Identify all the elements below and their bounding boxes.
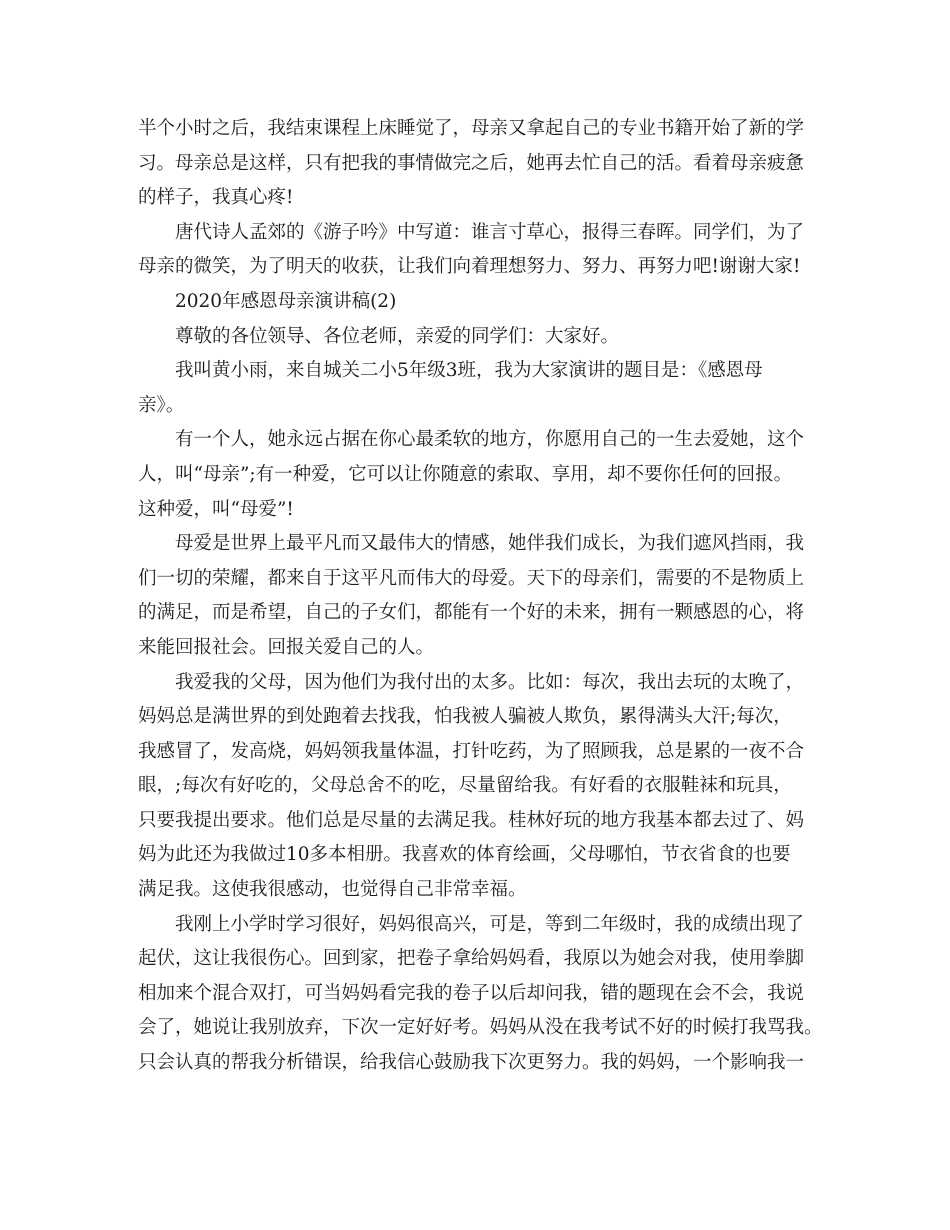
text-line: 尊敬的各位领导、各位老师，亲爱的同学们：大家好。	[175, 325, 620, 347]
text-line: 半个小时之后，我结束课程上床睡觉了，母亲又拿起自己的专业书籍开始了新的学	[138, 118, 805, 139]
text-line: 会了，她说让我别放弃，下次一定好好考。妈妈从没在我考试不好的时候打我骂我。	[138, 1017, 823, 1039]
text-line: 的满足，而是希望，自己的子女们，都能有一个好的未来，拥有一颗感恩的心，将	[138, 602, 805, 624]
text-line: 亲》。	[138, 394, 185, 416]
text-line: 们一切的荣耀，都来自于这平凡而伟大的母爱。天下的母亲们，需要的不是物质上	[138, 567, 805, 589]
text-line: 母亲的微笑，为了明天的收获，让我们向着理想努力、努力、再努力吧!谢谢大家!	[138, 256, 801, 278]
text-line: 来能回报社会。回报关爱自己的人。	[138, 636, 435, 658]
text-line: 的样子，我真心疼!	[138, 187, 294, 209]
text-line: 满足我。这使我很感动，也觉得自己非常幸福。	[138, 879, 527, 901]
text-line: 我叫黄小雨，来自城关二小5年级3班，我为大家演讲的题目是：《感恩母	[175, 360, 763, 382]
text-line: 相加来个混合双打，可当妈妈看完我的卷子以后却问我，错的题现在会不会，我说	[138, 982, 805, 1004]
text-line: 唐代诗人孟郊的《游子吟》中写道：谁言寸草心，报得三春晖。同学们，为了	[175, 221, 805, 243]
text-line: 我感冒了，发高烧，妈妈领我量体温，打针吃药，为了照顾我，总是累的一夜不合	[138, 740, 805, 762]
text-line: 习。母亲总是这样，只有把我的事情做完之后，她再去忙自己的活。看着母亲疲惫	[138, 152, 805, 174]
text-line: 眼，;每次有好吃的，父母总舍不的吃，尽量留给我。有好看的衣服鞋袜和玩具，	[138, 775, 792, 797]
text-line: 妈为此还为我做过10多本相册。我喜欢的体育绘画，父母哪怕，节衣省食的也要	[138, 844, 791, 866]
text-line: 我爱我的父母，因为他们为我付出的太多。比如：每次，我出去玩的太晚了，	[175, 671, 805, 693]
text-line: 只会认真的帮我分析错误，给我信心鼓励我下次更努力。我的妈妈，一个影响我一	[138, 1052, 805, 1074]
text-line: 母爱是世界上最平凡而又最伟大的情感，她伴我们成长，为我们遮风挡雨，我	[175, 533, 805, 555]
text-line: 人，叫“母亲”;有一种爱，它可以让你随意的索取、享用，却不要你任何的回报。	[138, 463, 793, 485]
document-body	[138, 112, 823, 1081]
text-line: 2020年感恩母亲演讲稿(2)	[175, 290, 397, 312]
text-line: 有一个人，她永远占据在你心最柔软的地方，你愿用自己的一生去爱她，这个	[175, 429, 805, 451]
text-line: 这种爱，叫“母爱”!	[138, 498, 294, 520]
text-line: 起伏，这让我很伤心。回到家，把卷子拿给妈妈看，我原以为她会对我，使用拳脚	[138, 948, 805, 970]
text-line: 只要我提出要求。他们总是尽量的去满足我。桂林好玩的地方我基本都去过了、妈	[138, 809, 805, 831]
text-line: 我刚上小学时学习很好，妈妈很高兴，可是，等到二年级时，我的成绩出现了	[175, 913, 805, 935]
text-line: 妈妈总是满世界的到处跑着去找我，怕我被人骗被人欺负，累得满头大汗;每次，	[138, 706, 792, 728]
